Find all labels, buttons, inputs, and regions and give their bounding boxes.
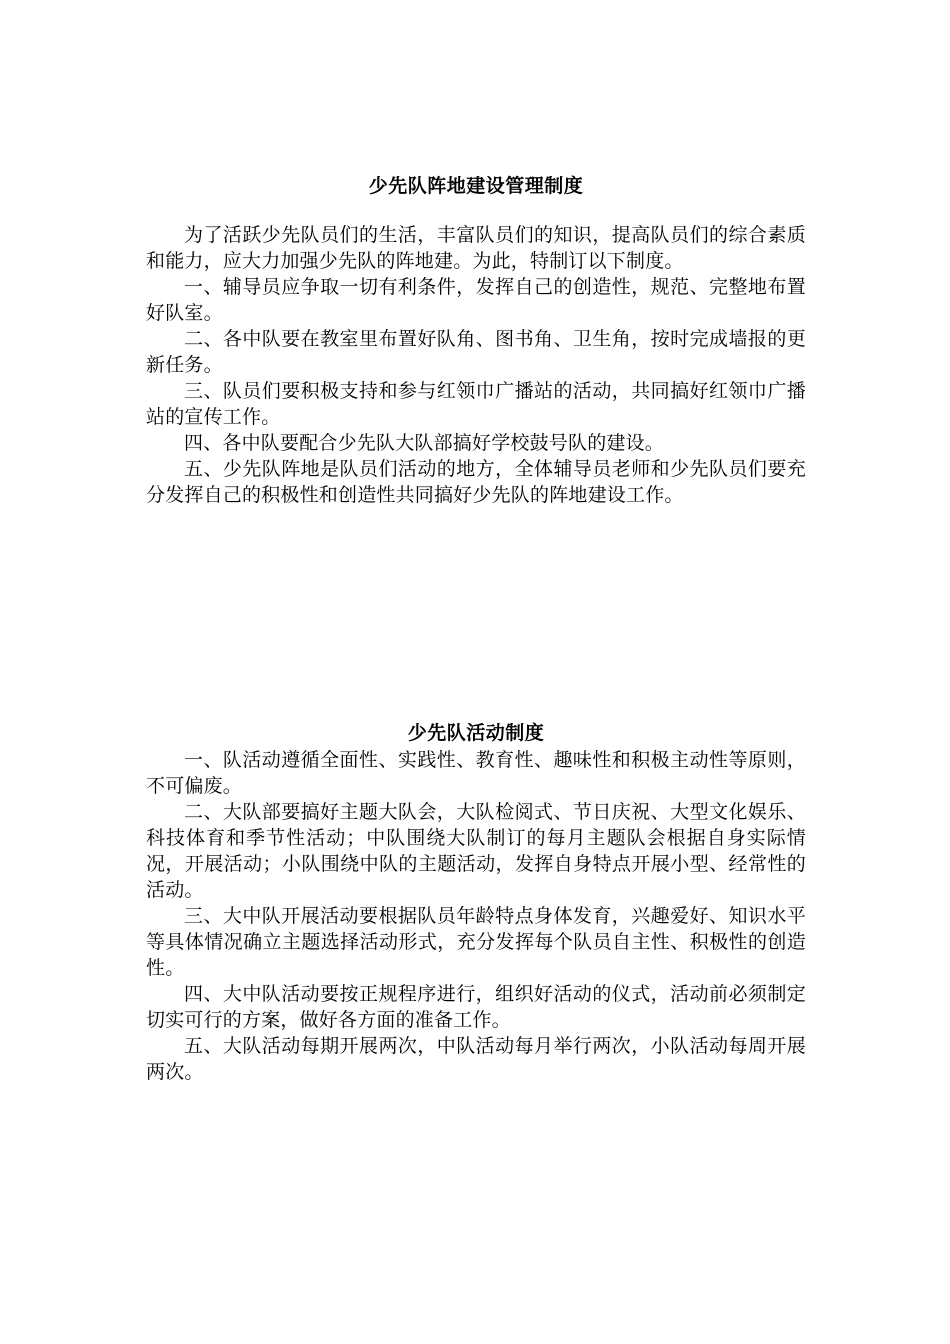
section-activity-rules bbox=[146, 719, 806, 1085]
paragraph-item-2: 二、大队部要搞好主题大队会，大队检阅式、节日庆祝、大型文化娱乐、科技体育和季节性活动；中队围绕大队制订的每月主题队会根据自身实际情况，开展活动；小队围绕中队的主题活动，发挥自身特点开展小型、经常性的活动。 bbox=[146, 801, 806, 901]
paragraph-intro: 为了活跃少先队员们的生活，丰富队员们的知识，提高队员们的综合素质和能力，应大力加强少先队的阵地建。为此，特制订以下制度。 bbox=[146, 224, 806, 272]
section-camp-management bbox=[146, 172, 806, 508]
section-title: 少先队活动制度 bbox=[407, 722, 545, 744]
paragraph-item-5: 五、少先队阵地是队员们活动的地方，全体辅导员老师和少先队员们要充分发挥自己的积极性和创造性共同搞好少先队的阵地建设工作。 bbox=[146, 458, 806, 506]
paragraph-item-1: 一、队活动遵循全面性、实践性、教育性、趣味性和积极主动性等原则，不可偏废。 bbox=[146, 749, 806, 797]
paragraph-item-4: 四、大中队活动要按正规程序进行，组织好活动的仪式，活动前必须制定切实可行的方案，做好各方面的准备工作。 bbox=[146, 983, 806, 1031]
paragraph-item-3: 三、大中队开展活动要根据队员年龄特点身体发育，兴趣爱好、知识水平等具体情况确立主题选择活动形式，充分发挥每个队员自主性、积极性的创造性。 bbox=[146, 905, 806, 979]
paragraph-item-4: 四、各中队要配合少先队大队部搞好学校鼓号队的建设。 bbox=[184, 432, 665, 454]
section-title: 少先队阵地建设管理制度 bbox=[368, 175, 584, 197]
paragraph-item-3: 三、队员们要积极支持和参与红领巾广播站的活动，共同搞好红领巾广播站的宣传工作。 bbox=[146, 380, 806, 428]
paragraph-item-1: 一、辅导员应争取一切有利条件，发挥自己的创造性，规范、完整地布置好队室。 bbox=[146, 276, 806, 324]
paragraph-item-2: 二、各中队要在教室里布置好队角、图书角、卫生角，按时完成墙报的更新任务。 bbox=[146, 328, 806, 376]
paragraph-item-5: 五、大队活动每期开展两次，中队活动每月举行两次，小队活动每周开展两次。 bbox=[146, 1035, 806, 1083]
